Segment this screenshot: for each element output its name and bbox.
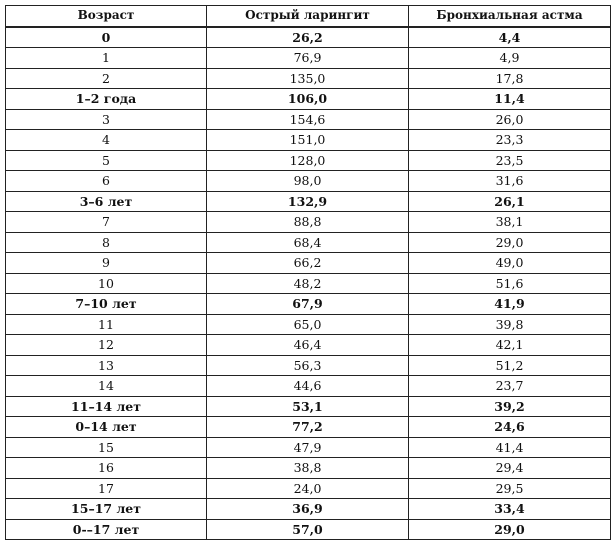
header-asthma: Бронхиальная астма [409, 6, 611, 27]
table-row-summary [6, 294, 611, 315]
cell-laryngitis: 151,0 [207, 130, 409, 151]
cell-laryngitis: 88,8 [207, 212, 409, 233]
cell-asthma: 23,7 [409, 376, 611, 397]
table-row-summary [6, 89, 611, 110]
cell-asthma: 24,6 [409, 417, 611, 438]
cell-age: 11–14 лет [6, 396, 207, 417]
table-row [6, 109, 611, 130]
cell-age: 11 [6, 314, 207, 335]
cell-laryngitis: 76,9 [207, 48, 409, 69]
cell-asthma: 33,4 [409, 499, 611, 520]
cell-age: 5 [6, 150, 207, 171]
cell-age: 12 [6, 335, 207, 356]
table-row [6, 335, 611, 356]
cell-laryngitis: 38,8 [207, 458, 409, 479]
cell-asthma: 51,6 [409, 273, 611, 294]
cell-laryngitis: 132,9 [207, 191, 409, 212]
cell-age: 6 [6, 171, 207, 192]
cell-age: 1 [6, 48, 207, 69]
cell-asthma: 49,0 [409, 253, 611, 274]
cell-age: 0-–17 лет [6, 519, 207, 540]
table-row-summary [6, 27, 611, 48]
cell-laryngitis: 106,0 [207, 89, 409, 110]
table-row [6, 232, 611, 253]
cell-laryngitis: 44,6 [207, 376, 409, 397]
cell-laryngitis: 77,2 [207, 417, 409, 438]
cell-asthma: 39,2 [409, 396, 611, 417]
table-row [6, 376, 611, 397]
table-row [6, 437, 611, 458]
cell-age: 16 [6, 458, 207, 479]
cell-laryngitis: 26,2 [207, 27, 409, 48]
cell-laryngitis: 154,6 [207, 109, 409, 130]
cell-age: 15–17 лет [6, 499, 207, 520]
table-row [6, 458, 611, 479]
cell-asthma: 23,3 [409, 130, 611, 151]
cell-laryngitis: 65,0 [207, 314, 409, 335]
table-row-summary [6, 396, 611, 417]
cell-asthma: 29,0 [409, 232, 611, 253]
cell-laryngitis: 48,2 [207, 273, 409, 294]
table-row-summary [6, 191, 611, 212]
cell-asthma: 41,4 [409, 437, 611, 458]
cell-asthma: 39,8 [409, 314, 611, 335]
cell-asthma: 23,5 [409, 150, 611, 171]
table-row-summary [6, 499, 611, 520]
table-row-summary [6, 519, 611, 540]
table-row [6, 253, 611, 274]
cell-laryngitis: 47,9 [207, 437, 409, 458]
table-row-summary [6, 417, 611, 438]
cell-asthma: 41,9 [409, 294, 611, 315]
cell-asthma: 26,1 [409, 191, 611, 212]
cell-age: 3–6 лет [6, 191, 207, 212]
cell-age: 4 [6, 130, 207, 151]
cell-laryngitis: 36,9 [207, 499, 409, 520]
document-page [5, 5, 611, 540]
cell-asthma: 31,6 [409, 171, 611, 192]
cell-laryngitis: 67,9 [207, 294, 409, 315]
cell-age: 1–2 года [6, 89, 207, 110]
cell-asthma: 29,4 [409, 458, 611, 479]
cell-laryngitis: 66,2 [207, 253, 409, 274]
cell-age: 7 [6, 212, 207, 233]
cell-asthma: 4,9 [409, 48, 611, 69]
header-age: Возраст [6, 6, 207, 27]
cell-age: 8 [6, 232, 207, 253]
cell-asthma: 51,2 [409, 355, 611, 376]
cell-laryngitis: 98,0 [207, 171, 409, 192]
cell-age: 14 [6, 376, 207, 397]
header-row [6, 6, 611, 27]
cell-age: 7–10 лет [6, 294, 207, 315]
cell-age: 15 [6, 437, 207, 458]
cell-age: 0 [6, 27, 207, 48]
cell-laryngitis: 53,1 [207, 396, 409, 417]
cell-asthma: 4,4 [409, 27, 611, 48]
cell-asthma: 26,0 [409, 109, 611, 130]
header-laryngitis: Острый ларингит [207, 6, 409, 27]
table-body [6, 27, 611, 540]
table-row [6, 68, 611, 89]
table-row [6, 130, 611, 151]
cell-age: 9 [6, 253, 207, 274]
cell-laryngitis: 57,0 [207, 519, 409, 540]
cell-age: 3 [6, 109, 207, 130]
cell-age: 2 [6, 68, 207, 89]
table-row [6, 355, 611, 376]
cell-laryngitis: 24,0 [207, 478, 409, 499]
cell-laryngitis: 128,0 [207, 150, 409, 171]
cell-age: 17 [6, 478, 207, 499]
table-row [6, 478, 611, 499]
table-row [6, 314, 611, 335]
cell-asthma: 17,8 [409, 68, 611, 89]
cell-laryngitis: 46,4 [207, 335, 409, 356]
cell-asthma: 38,1 [409, 212, 611, 233]
table-row [6, 273, 611, 294]
cell-asthma: 29,0 [409, 519, 611, 540]
cell-asthma: 11,4 [409, 89, 611, 110]
cell-laryngitis: 68,4 [207, 232, 409, 253]
table-row [6, 171, 611, 192]
table-row [6, 150, 611, 171]
cell-laryngitis: 56,3 [207, 355, 409, 376]
cell-age: 10 [6, 273, 207, 294]
cell-age: 13 [6, 355, 207, 376]
table-header [6, 6, 611, 27]
table-row [6, 212, 611, 233]
cell-asthma: 42,1 [409, 335, 611, 356]
cell-age: 0–14 лет [6, 417, 207, 438]
incidence-table [5, 5, 611, 540]
table-row [6, 48, 611, 69]
cell-laryngitis: 135,0 [207, 68, 409, 89]
cell-asthma: 29,5 [409, 478, 611, 499]
